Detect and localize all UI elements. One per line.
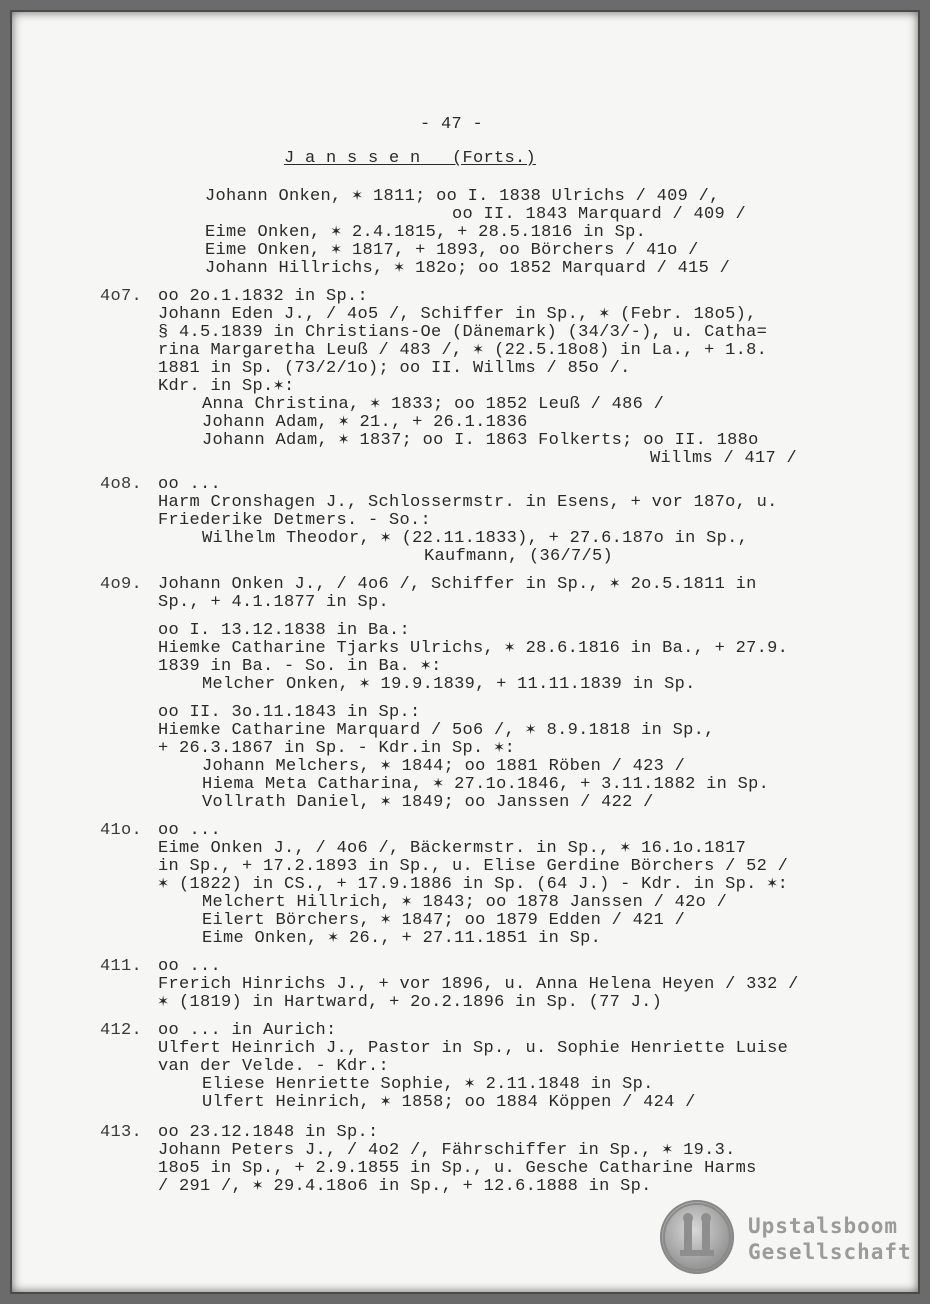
- text-line: 1839 in Ba. - So. in Ba. ✶:: [158, 657, 442, 676]
- text-line: oo ...: [158, 475, 222, 494]
- watermark: [660, 1200, 912, 1280]
- text-line: Eime Onken, ✶ 1817, + 1893, oo Börchers / 41o /: [205, 241, 699, 260]
- text-line: 1881 in Sp. (73/2/1o); oo II. Willms / 85o /.: [158, 359, 631, 378]
- text-line: Eliese Henriette Sophie, ✶ 2.11.1848 in Sp.: [202, 1075, 654, 1094]
- text-line: Johann Peters J., / 4o2 /, Fährschiffer in Sp., ✶ 19.3.: [158, 1141, 736, 1160]
- text-line: Frerich Hinrichs J., + vor 1896, u. Anna Helena Heyen / 332 /: [158, 975, 799, 994]
- text-line: Johann Onken, ✶ 1811; oo I. 1838 Ulrichs / 409 /,: [205, 187, 720, 206]
- text-line: Melchert Hillrich, ✶ 1843; oo 1878 Janssen / 42o /: [202, 893, 728, 912]
- text-line: + 26.3.1867 in Sp. - Kdr.in Sp. ✶:: [158, 739, 516, 758]
- text-line: oo ...: [158, 957, 222, 976]
- text-line: Kdr. in Sp.✶:: [158, 377, 295, 396]
- text-line: Johann Eden J., / 4o5 /, Schiffer in Sp., ✶ (Febr. 18o5),: [158, 305, 757, 324]
- text-line: rina Margaretha Leuß / 483 /, ✶ (22.5.18o8) in La., + 1.8.: [158, 341, 768, 360]
- text-line: Vollrath Daniel, ✶ 1849; oo Janssen / 422 /: [202, 793, 654, 812]
- text-line: Anna Christina, ✶ 1833; oo 1852 Leuß / 486 /: [202, 395, 665, 414]
- text-line: Melcher Onken, ✶ 19.9.1839, + 11.11.1839 in Sp.: [202, 675, 696, 694]
- text-line: Ulfert Heinrich, ✶ 1858; oo 1884 Köppen / 424 /: [202, 1093, 696, 1112]
- text-line: Sp., + 4.1.1877 in Sp.: [158, 593, 390, 612]
- watermark-line-1: Upstalsboom: [748, 1214, 899, 1238]
- text-line: Harm Cronshagen J., Schlossermstr. in Esens, + vor 187o, u.: [158, 493, 778, 512]
- watermark-line-2: Gesellschaft: [748, 1240, 912, 1264]
- text-line: oo II. 3o.11.1843 in Sp.:: [158, 703, 421, 722]
- entry-number: 413.: [100, 1123, 143, 1142]
- text-line: oo ... in Aurich:: [158, 1021, 337, 1040]
- text-line: Johann Melchers, ✶ 1844; oo 1881 Röben / 423 /: [202, 757, 686, 776]
- text-line: Hiemke Catharine Marquard / 5o6 /, ✶ 8.9.1818 in Sp.,: [158, 721, 715, 740]
- text-line: oo II. 1843 Marquard / 409 /: [452, 205, 747, 224]
- entry-number: 4o8.: [100, 475, 143, 494]
- page-number: - 47 -: [420, 115, 484, 134]
- text-line: van der Velde. - Kdr.:: [158, 1057, 390, 1076]
- text-line: Eime Onken, ✶ 26., + 27.11.1851 in Sp.: [202, 929, 602, 948]
- text-line: Friederike Detmers. - So.:: [158, 511, 432, 530]
- page-title: J a n s s e n (Forts.): [284, 149, 537, 168]
- text-line: oo I. 13.12.1838 in Ba.:: [158, 621, 411, 640]
- entry-number: 412.: [100, 1021, 143, 1040]
- text-line: Hiemke Catharine Tjarks Ulrichs, ✶ 28.6.1816 in Ba., + 27.9.: [158, 639, 789, 658]
- text-line: Kaufmann, (36/7/5): [424, 547, 614, 566]
- text-line: Johann Adam, ✶ 21., + 26.1.1836: [202, 413, 528, 432]
- text-line: oo 2o.1.1832 in Sp.:: [158, 287, 369, 306]
- text-line: § 4.5.1839 in Christians-Oe (Dänemark) (34/3/-), u. Catha=: [158, 323, 768, 342]
- seal-icon: [660, 1200, 734, 1274]
- text-line: Eilert Börchers, ✶ 1847; oo 1879 Edden / 421 /: [202, 911, 686, 930]
- text-line: Eime Onken, ✶ 2.4.1815, + 28.5.1816 in Sp.: [205, 223, 647, 242]
- entry-number: 4o9.: [100, 575, 143, 594]
- text-line: / 291 /, ✶ 29.4.18o6 in Sp., + 12.6.1888 in Sp.: [158, 1177, 652, 1196]
- text-line: Johann Onken J., / 4o6 /, Schiffer in Sp., ✶ 2o.5.1811 in: [158, 575, 757, 594]
- text-line: Eime Onken J., / 4o6 /, Bäckermstr. in Sp., ✶ 16.1o.1817: [158, 839, 747, 858]
- text-line: Willms / 417 /: [650, 449, 798, 468]
- text-line: in Sp., + 17.2.1893 in Sp., u. Elise Gerdine Börchers / 52 /: [158, 857, 789, 876]
- entry-number: 411.: [100, 957, 143, 976]
- text-line: Ulfert Heinrich J., Pastor in Sp., u. Sophie Henriette Luise: [158, 1039, 789, 1058]
- text-line: Hiema Meta Catharina, ✶ 27.1o.1846, + 3.11.1882 in Sp.: [202, 775, 770, 794]
- entry-number: 4o7.: [100, 287, 143, 306]
- text-line: ✶ (1822) in CS., + 17.9.1886 in Sp. (64 J.) - Kdr. in Sp. ✶:: [158, 875, 789, 894]
- text-line: ✶ (1819) in Hartward, + 2o.2.1896 in Sp. (77 J.): [158, 993, 663, 1012]
- entry-number: 41o.: [100, 821, 143, 840]
- text-line: Wilhelm Theodor, ✶ (22.11.1833), + 27.6.187o in Sp.,: [202, 529, 749, 548]
- text-line: Johann Hillrichs, ✶ 182o; oo 1852 Marquard / 415 /: [205, 259, 731, 278]
- text-line: Johann Adam, ✶ 1837; oo I. 1863 Folkerts; oo II. 188o: [202, 431, 759, 450]
- text-line: oo ...: [158, 821, 222, 840]
- text-line: 18o5 in Sp., + 2.9.1855 in Sp., u. Gesche Catharine Harms: [158, 1159, 757, 1178]
- text-line: oo 23.12.1848 in Sp.:: [158, 1123, 379, 1142]
